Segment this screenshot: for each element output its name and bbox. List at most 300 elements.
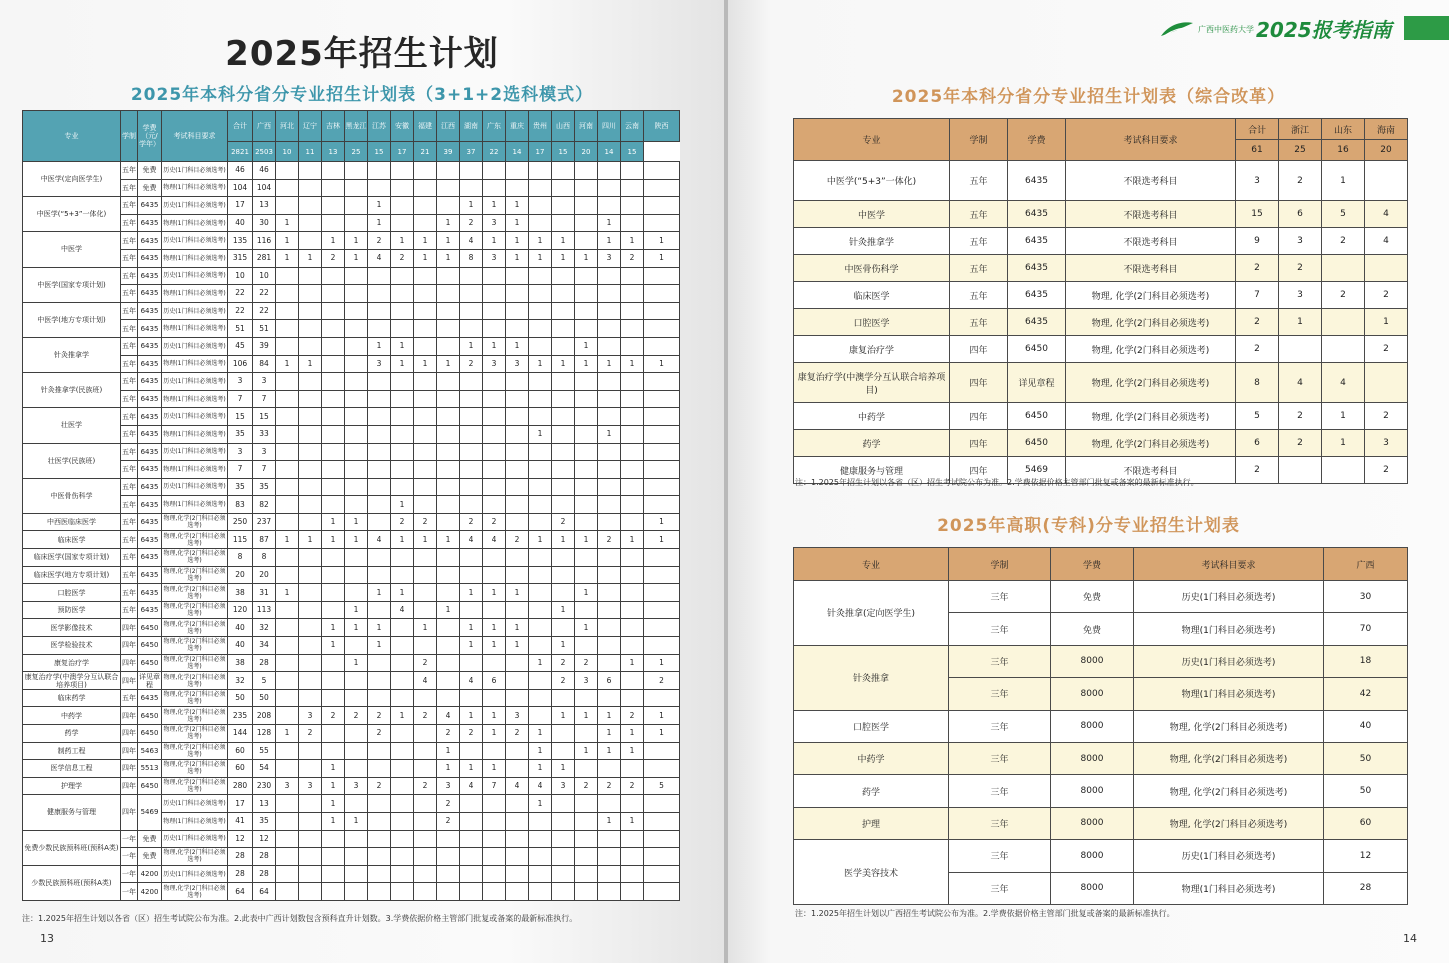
count-cell: 4 bbox=[460, 777, 483, 795]
count-cell bbox=[414, 478, 437, 496]
count-cell: 40 bbox=[228, 619, 253, 637]
count-cell: 1 bbox=[414, 232, 437, 250]
count-cell bbox=[414, 566, 437, 584]
major-cell: 中医骨伤科学 bbox=[794, 255, 950, 282]
count-cell: 3 bbox=[1365, 430, 1408, 457]
count-cell bbox=[414, 601, 437, 619]
count-cell: 1 bbox=[506, 232, 529, 250]
count-cell bbox=[483, 795, 506, 813]
count-cell bbox=[460, 425, 483, 443]
count-cell: 1 bbox=[483, 584, 506, 602]
subject-req-cell: 物理,化学(2门科目必须选考) bbox=[163, 743, 226, 758]
count-cell: 1 bbox=[529, 725, 552, 743]
major-cell: 临床医学(地方专项计划) bbox=[23, 566, 121, 584]
count-cell: 1 bbox=[322, 812, 345, 830]
count-cell bbox=[598, 883, 621, 901]
count-cell bbox=[299, 865, 322, 883]
count-cell: 237 bbox=[253, 513, 276, 531]
col-fee: 学费 bbox=[1051, 548, 1134, 581]
count-cell bbox=[437, 654, 460, 672]
subject-req-cell: 历史(1门科目必须选考) bbox=[162, 830, 228, 848]
count-cell: 22 bbox=[253, 285, 276, 303]
table-row bbox=[794, 363, 1408, 403]
major-cell: 预防医学 bbox=[23, 601, 121, 619]
count-cell: 1 bbox=[483, 637, 506, 655]
undergrad-3-1-2-table bbox=[22, 110, 680, 901]
count-cell: 1 bbox=[437, 531, 460, 549]
count-cell: 2 bbox=[1236, 457, 1279, 484]
table-row bbox=[23, 549, 680, 567]
count-cell: 1 bbox=[529, 355, 552, 373]
count-cell bbox=[299, 549, 322, 567]
count-cell bbox=[575, 425, 598, 443]
count-cell: 1 bbox=[529, 425, 552, 443]
xuezhi-cell: 三年 bbox=[949, 710, 1051, 742]
count-cell bbox=[529, 320, 552, 338]
count-cell bbox=[276, 883, 299, 901]
count-cell bbox=[299, 390, 322, 408]
subject-req-cell: 物理,化学(2门科目必须选考) bbox=[163, 884, 226, 899]
count-cell bbox=[391, 689, 414, 707]
count-cell bbox=[276, 373, 299, 391]
count-cell bbox=[345, 461, 368, 479]
count-cell bbox=[644, 496, 680, 514]
count-cell bbox=[391, 320, 414, 338]
count-cell bbox=[391, 883, 414, 901]
count-cell bbox=[621, 601, 644, 619]
count-cell bbox=[644, 549, 680, 567]
count-cell bbox=[368, 601, 391, 619]
count-cell bbox=[391, 390, 414, 408]
count-cell bbox=[299, 689, 322, 707]
count-cell bbox=[322, 337, 345, 355]
count-cell bbox=[529, 302, 552, 320]
count-cell: 1 bbox=[644, 355, 680, 373]
count-cell: 51 bbox=[228, 320, 253, 338]
major-cell: 康复治疗学 bbox=[794, 336, 950, 363]
count-cell bbox=[368, 285, 391, 303]
fee-cell: 6435 bbox=[138, 337, 162, 355]
subject-req-cell: 物理, 化学(2门科目必须选考) bbox=[1066, 363, 1236, 403]
table-row bbox=[23, 443, 680, 461]
count-cell bbox=[644, 337, 680, 355]
count-cell bbox=[437, 637, 460, 655]
count-cell: 1 bbox=[460, 197, 483, 215]
count-cell bbox=[414, 883, 437, 901]
count-cell bbox=[483, 601, 506, 619]
count-cell bbox=[1365, 161, 1408, 201]
xuezhi-cell: 五年 bbox=[121, 478, 138, 496]
count-cell bbox=[322, 197, 345, 215]
fee-cell: 8000 bbox=[1051, 645, 1134, 677]
subject-req-cell: 历史(1门科目必须选考) bbox=[162, 232, 228, 250]
count-cell bbox=[276, 461, 299, 479]
count-cell bbox=[322, 830, 345, 848]
count-cell bbox=[575, 302, 598, 320]
subject-req-cell: 物理(1门科目必须选考) bbox=[162, 320, 228, 338]
count-cell: 1 bbox=[598, 742, 621, 760]
fee-cell: 6435 bbox=[138, 232, 162, 250]
count-cell bbox=[299, 566, 322, 584]
xuezhi-cell: 五年 bbox=[950, 228, 1008, 255]
count-cell: 2 bbox=[1322, 228, 1365, 255]
count-cell: 2 bbox=[483, 513, 506, 531]
subject-req-cell: 物理,化学(2门科目必须选考) bbox=[163, 691, 226, 706]
count-cell: 104 bbox=[253, 179, 276, 197]
count-cell bbox=[299, 830, 322, 848]
table-row bbox=[794, 403, 1408, 430]
count-cell bbox=[437, 337, 460, 355]
count-cell bbox=[276, 619, 299, 637]
major-cell: 少数民族预科班(预科A类) bbox=[23, 865, 121, 900]
fee-cell: 6450 bbox=[138, 637, 162, 655]
right-note-1: 注：1.2025年招生计划以各省（区）招生考试院公布为准。2.学费依据价格主管部门批复或备案的最新标准执行。 bbox=[795, 478, 1199, 487]
total-cell: 17 bbox=[391, 142, 414, 162]
subject-req-cell: 物理(1门科目必须选考) bbox=[162, 355, 228, 373]
xuezhi-cell: 五年 bbox=[121, 584, 138, 602]
count-cell: 2 bbox=[1322, 282, 1365, 309]
count-cell bbox=[299, 883, 322, 901]
count-cell bbox=[322, 425, 345, 443]
count-cell bbox=[621, 214, 644, 232]
count-cell bbox=[322, 496, 345, 514]
count-cell bbox=[368, 162, 391, 180]
count-cell: 1 bbox=[575, 249, 598, 267]
count-cell: 2 bbox=[391, 249, 414, 267]
count-cell: 2 bbox=[575, 777, 598, 795]
fee-cell: 6435 bbox=[138, 549, 162, 567]
table-row bbox=[23, 513, 680, 531]
count-cell: 4 bbox=[1322, 363, 1365, 403]
count-cell bbox=[598, 760, 621, 778]
count-cell: 2 bbox=[460, 513, 483, 531]
count-cell bbox=[575, 478, 598, 496]
col-prov: 四川 bbox=[598, 111, 621, 142]
count-cell: 3 bbox=[228, 373, 253, 391]
major-cell: 中西医临床医学 bbox=[23, 513, 121, 531]
fee-cell: 6450 bbox=[138, 725, 162, 743]
table-row bbox=[23, 672, 680, 690]
subject-req-cell: 历史(1门科目必须选考) bbox=[162, 162, 228, 180]
count-cell bbox=[529, 865, 552, 883]
count-cell bbox=[621, 672, 644, 690]
count-cell bbox=[621, 443, 644, 461]
count-cell: 3 bbox=[253, 373, 276, 391]
count-cell bbox=[276, 320, 299, 338]
count-cell bbox=[437, 162, 460, 180]
count-cell bbox=[575, 408, 598, 426]
subject-req-cell: 历史(1门科目必须选考) bbox=[162, 443, 228, 461]
count-cell bbox=[299, 795, 322, 813]
xuezhi-cell: 三年 bbox=[949, 840, 1051, 872]
subject-req-cell: 物理,化学(2门科目必须选考) bbox=[163, 655, 226, 670]
table-row bbox=[794, 742, 1408, 774]
table-row bbox=[794, 710, 1408, 742]
count-cell bbox=[598, 496, 621, 514]
count-cell bbox=[575, 566, 598, 584]
count-cell bbox=[506, 848, 529, 866]
count-cell: 1 bbox=[322, 531, 345, 549]
major-cell: 针灸推拿学(民族班) bbox=[23, 373, 121, 408]
count-cell bbox=[506, 267, 529, 285]
count-cell: 31 bbox=[253, 584, 276, 602]
count-cell: 1 bbox=[391, 355, 414, 373]
count-cell bbox=[483, 285, 506, 303]
count-cell bbox=[483, 179, 506, 197]
count-cell bbox=[322, 848, 345, 866]
count-cell: 2 bbox=[391, 513, 414, 531]
count-cell: 1 bbox=[345, 812, 368, 830]
count-cell: 1 bbox=[1279, 309, 1322, 336]
count-cell bbox=[391, 549, 414, 567]
count-cell bbox=[598, 513, 621, 531]
count-cell bbox=[506, 601, 529, 619]
count-cell: 2 bbox=[1279, 161, 1322, 201]
count-cell bbox=[529, 672, 552, 690]
count-cell bbox=[552, 390, 575, 408]
xuezhi-cell: 五年 bbox=[121, 179, 138, 197]
count-cell: 64 bbox=[253, 883, 276, 901]
major-cell: 医学美容技术 bbox=[794, 840, 949, 905]
table-row bbox=[23, 760, 680, 778]
count-cell bbox=[621, 549, 644, 567]
count-cell bbox=[368, 425, 391, 443]
count-cell bbox=[575, 320, 598, 338]
count-cell: 1 bbox=[345, 619, 368, 637]
count-cell bbox=[345, 883, 368, 901]
count-cell bbox=[276, 830, 299, 848]
count-cell: 1 bbox=[598, 812, 621, 830]
count-cell: 1 bbox=[460, 584, 483, 602]
count-cell bbox=[529, 549, 552, 567]
count-cell bbox=[322, 267, 345, 285]
count-cell bbox=[276, 689, 299, 707]
count-cell: 3 bbox=[228, 443, 253, 461]
subject-req-cell: 物理,化学(2门科目必须选考) bbox=[163, 708, 226, 723]
count-cell bbox=[621, 513, 644, 531]
count-cell bbox=[391, 654, 414, 672]
count-cell bbox=[598, 848, 621, 866]
xuezhi-cell: 五年 bbox=[950, 282, 1008, 309]
count-cell: 1 bbox=[437, 355, 460, 373]
count-cell bbox=[506, 320, 529, 338]
fee-cell: 6450 bbox=[1008, 403, 1066, 430]
count-cell bbox=[575, 848, 598, 866]
subject-req-cell: 物理(1门科目必须选考) bbox=[1134, 613, 1324, 645]
count-cell: 3 bbox=[575, 672, 598, 690]
count-cell bbox=[483, 865, 506, 883]
count-cell bbox=[483, 267, 506, 285]
count-cell bbox=[644, 425, 680, 443]
count-cell: 3 bbox=[299, 707, 322, 725]
count-cell bbox=[368, 496, 391, 514]
count-cell bbox=[598, 302, 621, 320]
count-cell: 8 bbox=[460, 249, 483, 267]
count-cell bbox=[368, 267, 391, 285]
count-cell bbox=[391, 197, 414, 215]
count-cell bbox=[483, 162, 506, 180]
count-cell: 1 bbox=[552, 707, 575, 725]
table-row bbox=[23, 830, 680, 848]
count-cell: 1 bbox=[368, 337, 391, 355]
count-cell: 12 bbox=[253, 830, 276, 848]
count-cell bbox=[391, 408, 414, 426]
fee-cell: 6435 bbox=[138, 566, 162, 584]
count-cell: 17 bbox=[228, 795, 253, 813]
count-cell bbox=[368, 408, 391, 426]
fee-cell: 4200 bbox=[138, 883, 162, 901]
count-cell: 2 bbox=[414, 654, 437, 672]
count-cell bbox=[598, 637, 621, 655]
count-cell bbox=[299, 848, 322, 866]
count-cell bbox=[391, 214, 414, 232]
subject-req-cell: 物理, 化学(2门科目必须选考) bbox=[1066, 430, 1236, 457]
count-cell: 32 bbox=[228, 672, 253, 690]
count-cell bbox=[644, 742, 680, 760]
count-cell bbox=[529, 513, 552, 531]
count-cell bbox=[483, 302, 506, 320]
count-cell: 2 bbox=[368, 725, 391, 743]
count-cell bbox=[529, 848, 552, 866]
count-cell bbox=[437, 267, 460, 285]
count-cell bbox=[598, 267, 621, 285]
count-cell bbox=[345, 689, 368, 707]
count-cell: 4 bbox=[460, 531, 483, 549]
count-cell bbox=[575, 373, 598, 391]
fee-cell: 8000 bbox=[1051, 678, 1134, 710]
count-cell: 120 bbox=[228, 601, 253, 619]
count-cell bbox=[598, 320, 621, 338]
count-cell bbox=[437, 461, 460, 479]
count-cell: 40 bbox=[228, 214, 253, 232]
total-cell: 25 bbox=[1279, 140, 1322, 161]
count-cell: 1 bbox=[621, 812, 644, 830]
count-cell bbox=[437, 672, 460, 690]
xuezhi-cell: 三年 bbox=[949, 613, 1051, 645]
count-cell: 1 bbox=[322, 637, 345, 655]
count-cell bbox=[460, 179, 483, 197]
count-cell: 6 bbox=[1279, 201, 1322, 228]
fee-cell: 免费 bbox=[138, 179, 162, 197]
major-cell: 免费少数民族预科班(预科A类) bbox=[23, 830, 121, 865]
count-cell bbox=[1322, 255, 1365, 282]
count-cell bbox=[299, 672, 322, 690]
count-cell: 5 bbox=[1236, 403, 1279, 430]
subject-req-cell: 物理(1门科目必须选考) bbox=[162, 461, 228, 479]
col-total: 合计 bbox=[228, 111, 253, 142]
count-cell bbox=[483, 496, 506, 514]
page-title: 2025年招生计划 bbox=[225, 34, 499, 74]
table-row bbox=[23, 390, 680, 408]
table-row bbox=[23, 883, 680, 901]
subject-req-cell: 历史(1门科目必须选考) bbox=[162, 478, 228, 496]
xuezhi-cell: 四年 bbox=[121, 654, 138, 672]
count-cell: 7 bbox=[228, 461, 253, 479]
count-cell: 10 bbox=[253, 267, 276, 285]
count-cell bbox=[552, 689, 575, 707]
count-cell: 1 bbox=[529, 531, 552, 549]
count-cell bbox=[529, 478, 552, 496]
count-cell: 1 bbox=[621, 232, 644, 250]
count-cell bbox=[322, 320, 345, 338]
fee-cell: 6450 bbox=[138, 777, 162, 795]
fee-cell: 6435 bbox=[138, 408, 162, 426]
count-cell bbox=[529, 619, 552, 637]
count-cell: 2 bbox=[368, 232, 391, 250]
count-cell bbox=[437, 425, 460, 443]
total-cell: 25 bbox=[345, 142, 368, 162]
count-cell bbox=[414, 162, 437, 180]
count-cell bbox=[299, 285, 322, 303]
count-cell bbox=[529, 443, 552, 461]
count-cell bbox=[621, 865, 644, 883]
count-cell bbox=[299, 812, 322, 830]
count-cell: 2 bbox=[437, 725, 460, 743]
table-row bbox=[794, 775, 1408, 807]
count-cell bbox=[276, 760, 299, 778]
count-cell bbox=[276, 408, 299, 426]
fee-cell: 5469 bbox=[138, 795, 162, 830]
count-cell bbox=[345, 443, 368, 461]
count-cell: 1 bbox=[529, 232, 552, 250]
count-cell: 1 bbox=[598, 725, 621, 743]
count-cell: 1 bbox=[575, 742, 598, 760]
count-cell bbox=[299, 162, 322, 180]
count-cell bbox=[276, 601, 299, 619]
count-cell bbox=[1322, 309, 1365, 336]
major-cell: 针灸推拿(定向医学生) bbox=[794, 581, 949, 646]
col-prov: 江苏 bbox=[368, 111, 391, 142]
count-cell bbox=[506, 162, 529, 180]
fee-cell: 6435 bbox=[138, 267, 162, 285]
count-cell bbox=[414, 742, 437, 760]
count-cell: 2 bbox=[552, 654, 575, 672]
count-cell bbox=[299, 337, 322, 355]
subject-req-cell: 物理, 化学(2门科目必须选考) bbox=[1134, 775, 1324, 807]
count-cell: 1 bbox=[621, 725, 644, 743]
major-cell: 临床医学 bbox=[794, 282, 950, 309]
table-row bbox=[23, 249, 680, 267]
count-cell: 4 bbox=[1365, 201, 1408, 228]
count-cell: 2 bbox=[1236, 255, 1279, 282]
count-cell bbox=[644, 390, 680, 408]
count-cell: 2 bbox=[1236, 309, 1279, 336]
subject-req-cell: 不限选考科目 bbox=[1066, 201, 1236, 228]
subject-req-cell: 物理,化学(2门科目必须选考) bbox=[163, 515, 226, 530]
count-cell bbox=[575, 390, 598, 408]
count-cell bbox=[276, 390, 299, 408]
count-cell: 3 bbox=[276, 777, 299, 795]
table-row bbox=[23, 795, 680, 813]
total-cell: 14 bbox=[506, 142, 529, 162]
count-cell: 12 bbox=[228, 830, 253, 848]
table-row bbox=[794, 336, 1408, 363]
count-cell: 1 bbox=[483, 619, 506, 637]
count-cell bbox=[598, 408, 621, 426]
count-cell bbox=[598, 689, 621, 707]
col-total: 合计 bbox=[1236, 119, 1279, 140]
count-cell: 1 bbox=[483, 337, 506, 355]
count-cell bbox=[322, 443, 345, 461]
count-cell: 2 bbox=[460, 214, 483, 232]
count-cell bbox=[506, 883, 529, 901]
col-major: 专业 bbox=[794, 548, 949, 581]
subject-req-cell: 物理(1门科目必须选考) bbox=[162, 285, 228, 303]
subject-req-cell: 物理,化学(2门科目必须选考) bbox=[163, 567, 226, 582]
count-cell: 5 bbox=[644, 777, 680, 795]
count-cell bbox=[368, 390, 391, 408]
count-cell bbox=[644, 267, 680, 285]
